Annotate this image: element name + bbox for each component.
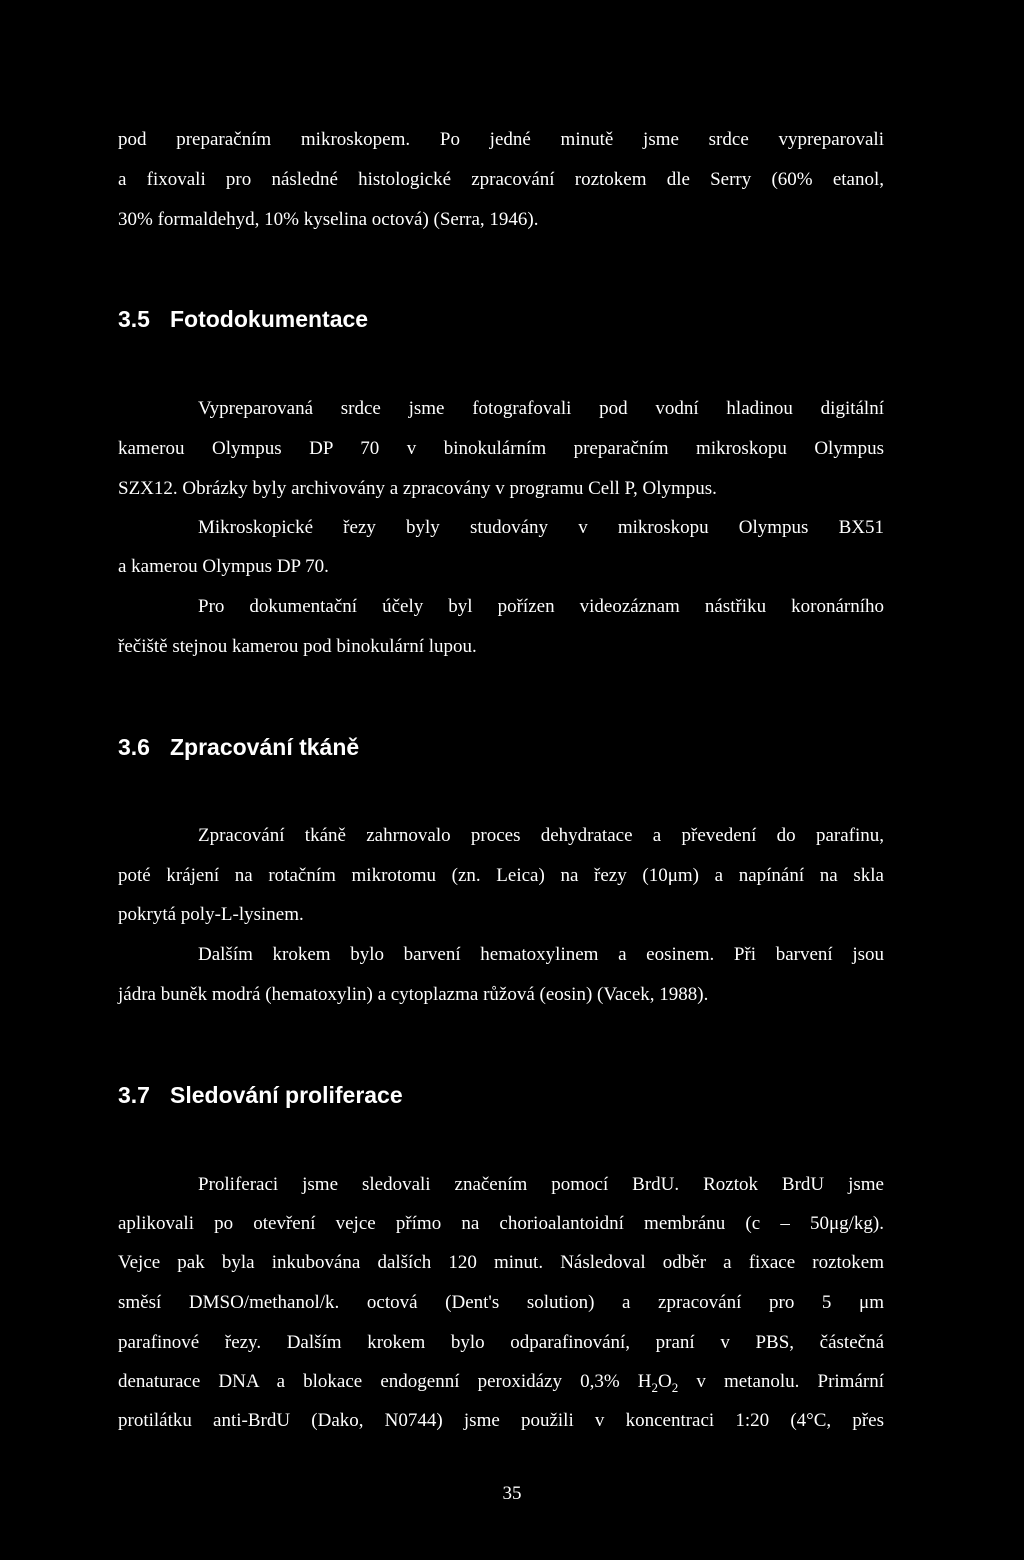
paragraph-line: řečiště stejnou kamerou pod binokulární lupou. [118,636,477,657]
section-number: 3.6 [118,734,150,760]
paragraph-line: 30% formaldehyd, 10% kyselina octová) (Serra, 1946). [118,209,539,230]
paragraph-line: Proliferaci jsme sledovali značením pomocí BrdU. Roztok BrdU jsme [198,1174,884,1195]
paragraph-line: jádra buněk modrá (hematoxylin) a cytoplazma růžová (eosin) (Vacek, 1988). [118,984,709,1005]
paragraph-line: poté krájení na rotačním mikrotomu (zn. Leica) na řezy (10μm) a napínání na skla [118,865,884,886]
paragraph-line: a fixovali pro následné histologické zpracování roztokem dle Serry (60% etanol, [118,169,884,190]
paragraph-line: Mikroskopické řezy byly studovány v mikroskopu Olympus BX51 [198,517,884,538]
paragraph-line-formula [118,1370,884,1394]
paragraph-line: a kamerou Olympus DP 70. [118,556,329,577]
paragraph-line: kamerou Olympus DP 70 v binokulárním preparačním mikroskopu Olympus [118,438,884,459]
page-number: 35 [502,1483,522,1504]
section-heading-3-6 [118,733,359,761]
paragraph-line: parafinové řezy. Dalším krokem bylo odparafinování, praní v PBS, částečná [118,1332,884,1353]
paragraph-line: aplikovali po otevření vejce přímo na chorioalantoidní membránu (c – 50μg/kg). [118,1213,884,1234]
section-title: Sledování proliferace [170,1082,403,1108]
formula-subscript: 2 [671,1379,679,1395]
formula-text-before: denaturace DNA a blokace endogenní peroxidázy 0,3% H [118,1371,652,1392]
paragraph-line: Vypreparovaná srdce jsme fotografovali pod vodní hladinou digitální [198,398,884,419]
section-heading-3-7 [118,1081,403,1109]
paragraph-line: Zpracování tkáně zahrnovalo proces dehydratace a převedení do parafinu, [198,825,884,846]
paragraph-line: protilátku anti-BrdU (Dako, N0744) jsme použili v koncentraci 1:20 (4°C, přes [118,1410,884,1431]
section-heading-3-5 [118,305,368,333]
formula-subscript: 2 [651,1379,658,1395]
section-number: 3.7 [118,1082,150,1108]
section-title: Zpracování tkáně [170,734,360,760]
paragraph-line: pod preparačním mikroskopem. Po jedné minutě jsme srdce vypreparovali [118,129,884,150]
paragraph-line: pokrytá poly-L-lysinem. [118,904,304,925]
formula-text-after: v metanolu. Primární [678,1371,884,1392]
paragraph-line: směsí DMSO/methanol/k. octová (Dent's solution) a zpracování pro 5 μm [118,1292,884,1313]
paragraph-line: Vejce pak byla inkubována dalších 120 minut. Následoval odběr a fixace roztokem [118,1252,884,1273]
paragraph-line: Dalším krokem bylo barvení hematoxylinem a eosinem. Při barvení jsou [198,944,884,965]
section-number: 3.5 [118,306,150,332]
paragraph-line: Pro dokumentační účely byl pořízen videozáznam nástřiku koronárního [198,596,884,617]
section-title: Fotodokumentace [170,306,369,332]
formula-text-mid: O [658,1371,672,1392]
paragraph-line: SZX12. Obrázky byly archivovány a zpracovány v programu Cell P, Olympus. [118,478,717,499]
